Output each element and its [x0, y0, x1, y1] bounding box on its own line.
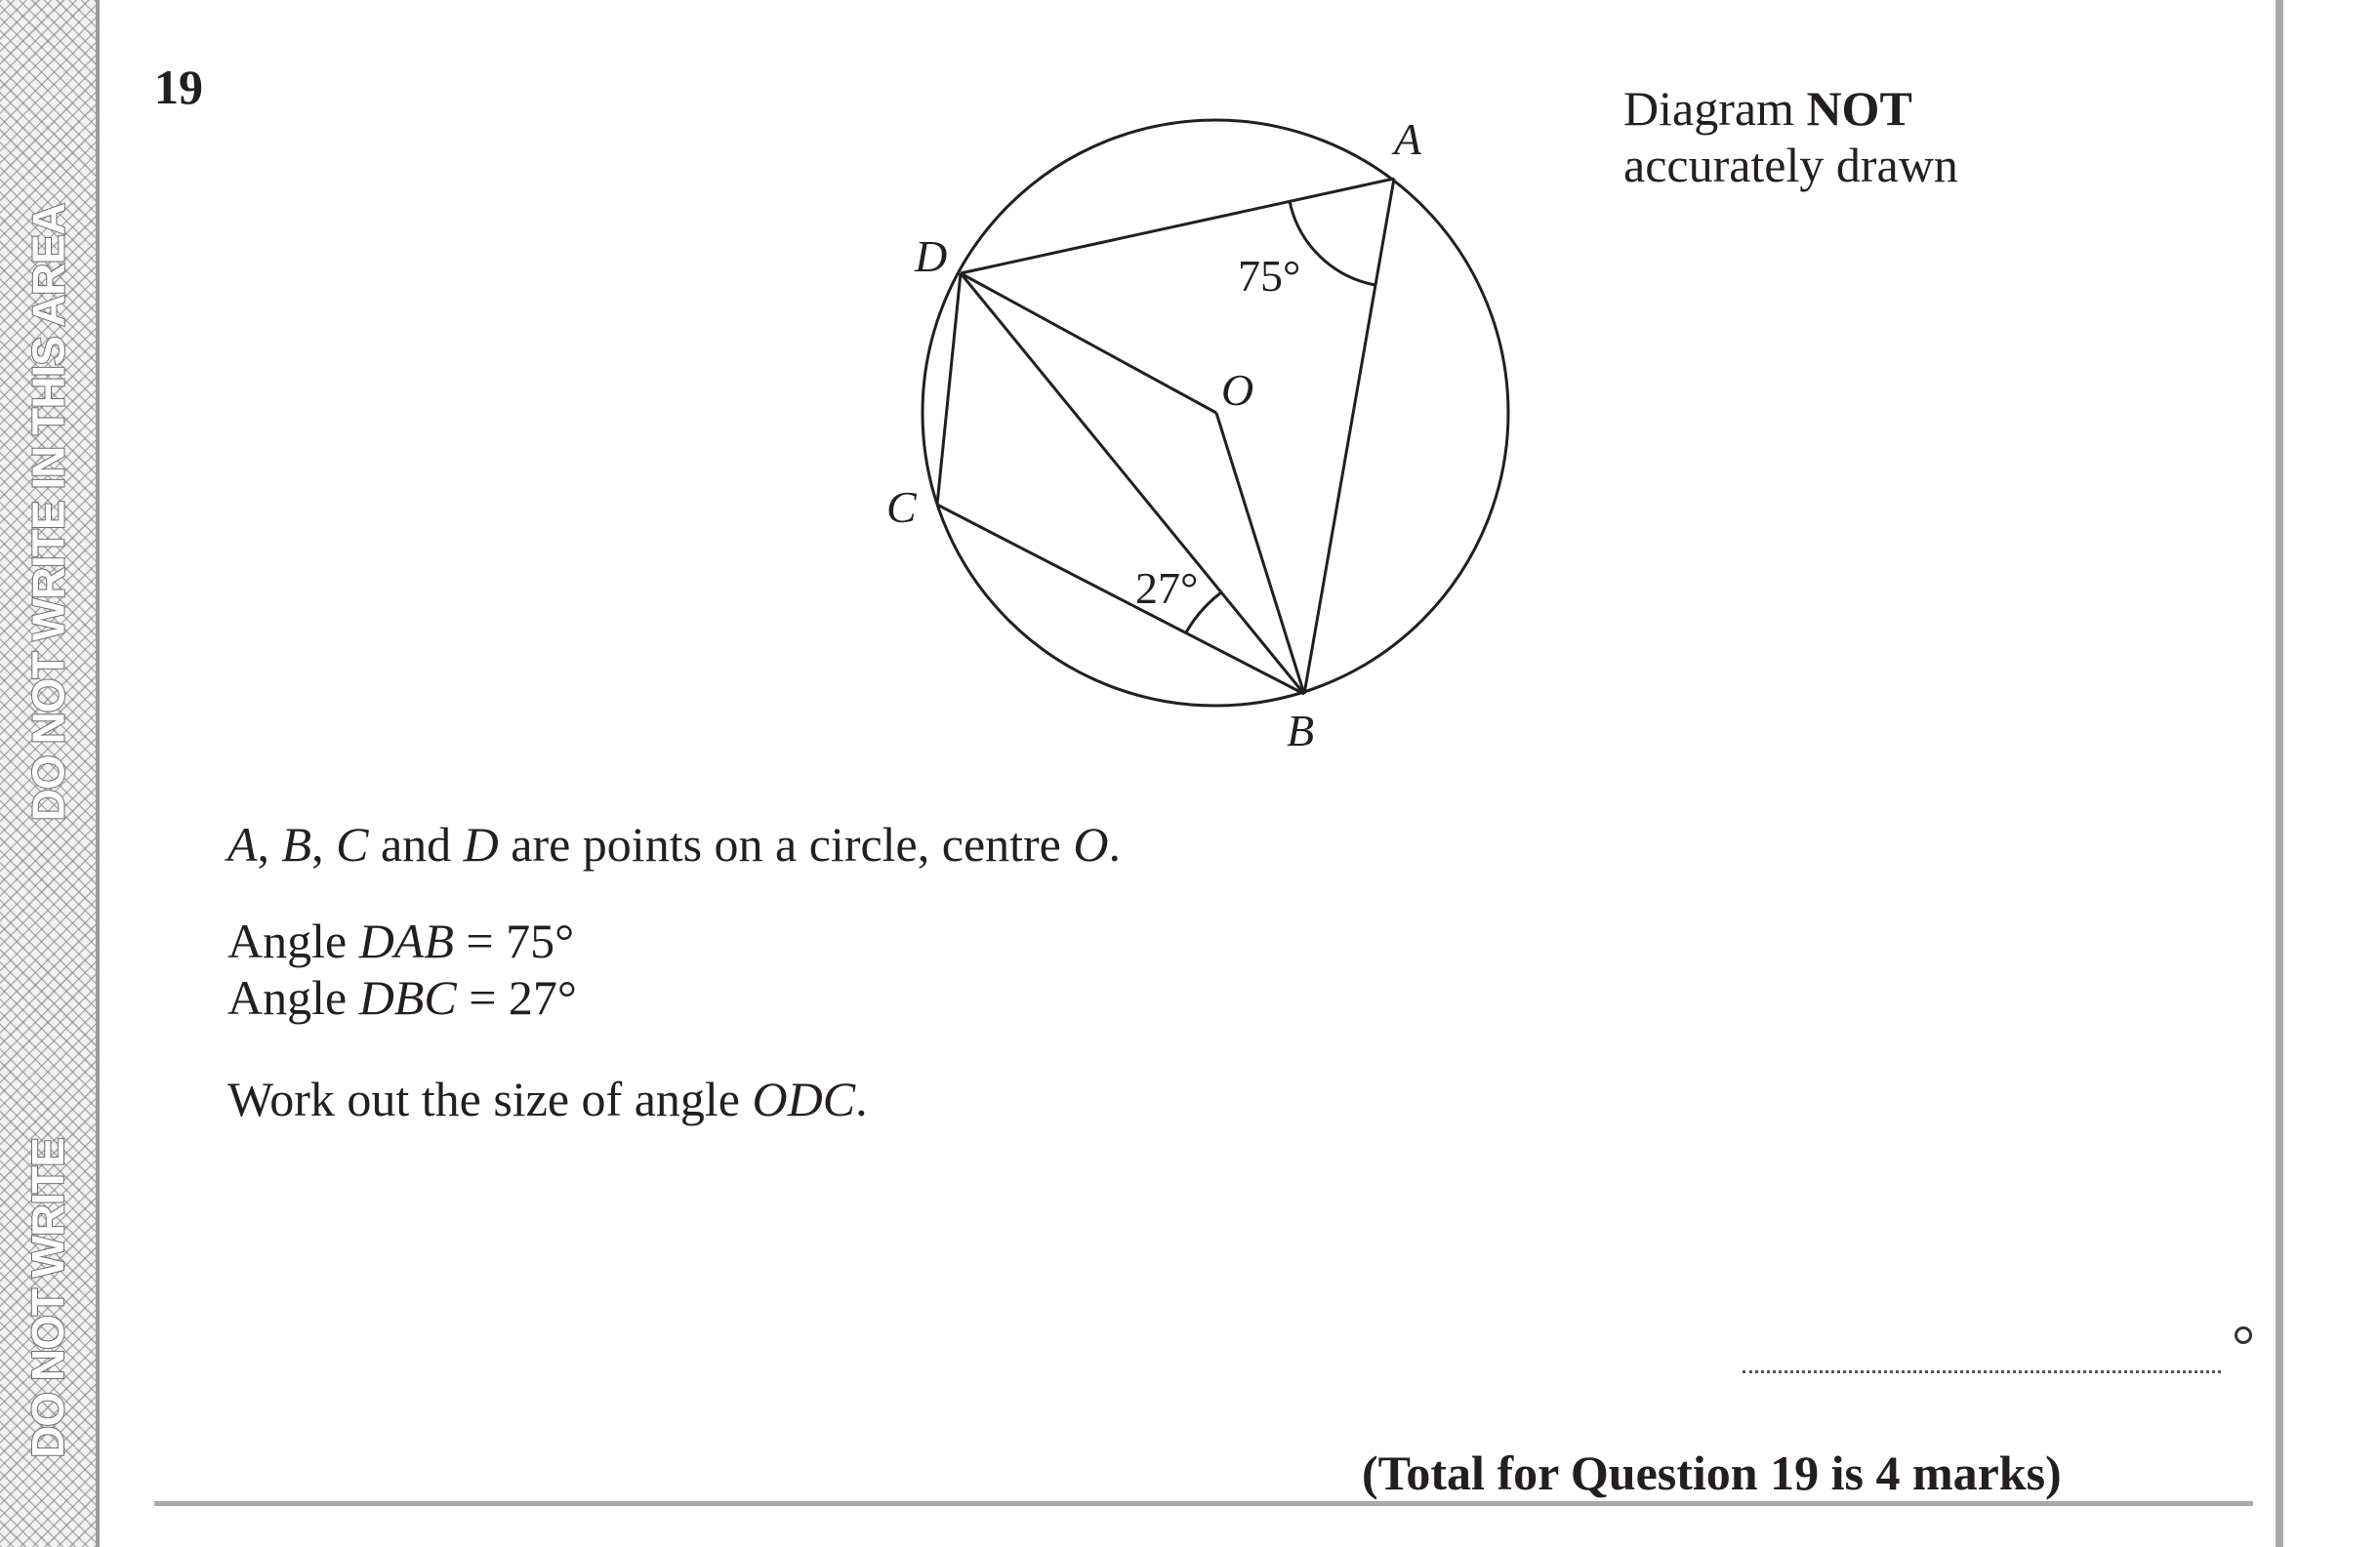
label-C: C — [886, 482, 917, 532]
label-D: D — [915, 231, 948, 281]
bottom-rule — [154, 1501, 2253, 1506]
angle-name: DAB — [358, 914, 454, 968]
task-statement — [227, 1071, 868, 1127]
margin-warning-upper: DO NOT WRITE IN THIS AREA — [22, 203, 73, 822]
diagram-note-prefix: Diagram — [1623, 81, 1807, 136]
margin-warning-lower: DO NOT WRITE — [22, 1138, 74, 1458]
period: . — [1108, 817, 1121, 872]
sep: , — [257, 817, 282, 872]
label-B: B — [1287, 706, 1315, 755]
point-B: B — [281, 817, 312, 872]
angle-prefix: Angle — [227, 914, 359, 968]
diagram-note-bold: NOT — [1806, 81, 1912, 136]
diagram-note-line2: accurately drawn — [1623, 138, 1958, 192]
and-word: and — [368, 817, 464, 872]
chord-CB — [937, 505, 1304, 694]
points-statement — [227, 816, 1121, 873]
angle-value: = 75° — [453, 914, 575, 968]
answer-line[interactable] — [1743, 1370, 2221, 1373]
chord-DA — [961, 179, 1394, 273]
angle-name: DBC — [358, 970, 457, 1025]
task-text: Work out the size of angle — [227, 1072, 753, 1126]
degree-symbol-icon — [2235, 1326, 2252, 1344]
task-angle-name: ODC — [752, 1072, 856, 1126]
radius-DO — [961, 273, 1216, 413]
chord-DB — [961, 273, 1304, 694]
point-A: A — [227, 817, 258, 872]
angle-label-DBC: 27° — [1135, 563, 1199, 613]
period: . — [855, 1072, 868, 1126]
radius-OB — [1216, 413, 1304, 694]
label-O: O — [1221, 365, 1254, 415]
angle-DBC-statement — [227, 969, 577, 1026]
point-O: O — [1073, 817, 1109, 872]
angle-value: = 27° — [456, 970, 577, 1025]
total-marks: (Total for Question 19 is 4 marks) — [1362, 1445, 2062, 1500]
statement-text: are points on a circle, centre — [498, 817, 1074, 872]
angle-label-DAB: 75° — [1238, 251, 1301, 301]
angle-prefix: Angle — [227, 970, 359, 1025]
point-C: C — [336, 817, 369, 872]
angle-arc-DAB — [1290, 201, 1375, 285]
sep: , — [311, 817, 337, 872]
point-D: D — [463, 817, 499, 872]
label-A: A — [1394, 114, 1422, 164]
angle-DAB-statement — [227, 913, 574, 969]
question-number: 19 — [154, 60, 203, 114]
